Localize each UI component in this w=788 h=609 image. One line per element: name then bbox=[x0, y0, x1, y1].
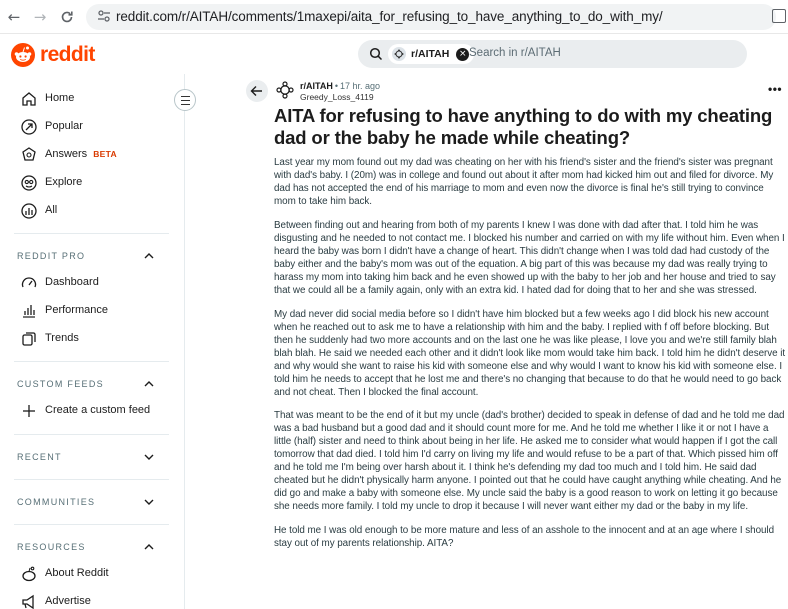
sidebar-item-label: Home bbox=[45, 92, 75, 104]
url-path: /r/AITAH/comments/1maxepi/aita_for_refusing_to_have_anything_to_do_with_my/ bbox=[178, 9, 663, 24]
post-timestamp: 17 hr. ago bbox=[340, 81, 381, 91]
sidebar-item-explore[interactable] bbox=[0, 169, 185, 197]
post-paragraph: That was meant to be the end of it but my uncle (dad's brother) decided to speak in defense of dad and he told me dad was a bad husband but a good dad and it should count more for me. And he told me whether I like it or not I have a little (half) sister and need to think about being in her life. He asked me to consider what would happen if I got the call tomorrow that dad died. I told him I'd carry on living my life and would refuse to be a part of that. Which pissed him off and he told me I'm being over harsh about it. I think he's defending my dad too much and I told him. He said dad cheated but he didn't physically harm anyone. I pointed out that he could have caught anything while cheating. And he did go and make a baby with someone else. My uncle said the baby is a good reason to work on letting it go because she needs more family. I told my uncle to drop it because I will never want either my dad or the baby in my life. bbox=[274, 410, 785, 513]
plus-icon bbox=[20, 402, 38, 420]
sidebar-item-home[interactable] bbox=[0, 85, 185, 113]
sidebar-item-label: Trends bbox=[45, 332, 79, 344]
home-icon bbox=[20, 90, 38, 108]
reddit-logo[interactable] bbox=[11, 43, 95, 67]
sidebar-item-label: Create a custom feed bbox=[45, 404, 151, 416]
sidebar-item-popular[interactable] bbox=[0, 113, 185, 141]
post-body bbox=[274, 156, 786, 561]
advertise-icon bbox=[20, 593, 38, 609]
explore-icon bbox=[20, 174, 38, 192]
sidebar-item-performance[interactable] bbox=[0, 297, 185, 325]
sidebar-divider bbox=[14, 524, 169, 525]
subreddit-avatar-icon bbox=[392, 47, 406, 61]
beta-badge: BETA bbox=[93, 149, 117, 159]
section-heading-resources[interactable]: RESOURCES bbox=[17, 542, 86, 552]
author-link[interactable]: Greedy_Loss_4119 bbox=[300, 92, 374, 102]
sidebar-item-dashboard[interactable] bbox=[0, 269, 185, 297]
chevron-down-icon[interactable] bbox=[143, 498, 155, 506]
sidebar-item-about-reddit[interactable] bbox=[0, 560, 185, 588]
all-icon bbox=[20, 202, 38, 220]
arrow-left-icon bbox=[246, 80, 268, 102]
sidebar-item-all[interactable] bbox=[0, 197, 185, 225]
meta-separator: • bbox=[334, 81, 338, 91]
answers-icon bbox=[20, 146, 38, 164]
left-sidebar bbox=[0, 74, 185, 609]
performance-icon bbox=[20, 302, 38, 320]
trends-icon bbox=[20, 330, 38, 348]
sidebar-item-answers[interactable] bbox=[0, 141, 185, 169]
chip-label: r/AITAH bbox=[411, 48, 450, 60]
subreddit-link[interactable]: r/AITAH bbox=[300, 81, 333, 91]
subreddit-avatar-icon[interactable] bbox=[276, 81, 294, 99]
sidebar-divider bbox=[14, 233, 169, 234]
url-host: reddit.com bbox=[116, 9, 179, 24]
answers-label: Answers bbox=[45, 148, 88, 160]
sidebar-item-label bbox=[45, 148, 117, 160]
snoo-icon bbox=[11, 43, 35, 67]
browser-toolbar bbox=[0, 0, 788, 34]
sidebar-divider bbox=[14, 479, 169, 480]
sidebar-item-label: Explore bbox=[45, 176, 83, 188]
about-reddit-icon bbox=[20, 565, 38, 583]
search-icon bbox=[369, 47, 383, 61]
chevron-up-icon[interactable] bbox=[143, 252, 155, 260]
back-button[interactable] bbox=[246, 80, 268, 102]
reddit-wordmark: reddit bbox=[40, 43, 95, 66]
section-heading-recent[interactable]: RECENT bbox=[17, 452, 62, 462]
sidebar-divider bbox=[14, 434, 169, 435]
sidebar-item-create-custom-feed[interactable] bbox=[0, 397, 185, 425]
site-settings-icon[interactable] bbox=[96, 8, 112, 24]
collapse-sidebar-button[interactable] bbox=[174, 89, 196, 111]
address-bar[interactable] bbox=[86, 4, 776, 30]
dashboard-icon bbox=[20, 274, 38, 292]
post-paragraph: He told me I was old enough to be more mature and less of an asshole to the innocent and at an age where I should stay out of my parents relationship. AITA? bbox=[274, 525, 774, 550]
post-paragraph: Last year my mom found out my dad was cheating on her with his friend's sister and the friend's sister was pregnant with dad's baby. I (20m) was in college and found out about it after mom had kicked him out and filed for divorce. My dad has not accepted the end of his marriage to mom and even now the divorce is final he's still trying to convince mom to take him back. bbox=[274, 157, 774, 207]
more-options-button[interactable]: ••• bbox=[768, 82, 783, 96]
post-meta bbox=[300, 81, 380, 91]
post-paragraph: My dad never did social media before so I didn't have him blocked but a few weeks ago I did block his new account when he reached out to ask me to have a relationship with him and the baby. I replied with f off before blocking. But then he suddenly had two more accounts and on the last one he was like please, I love you and we're still family blah blah blah. He said we needed each other and it didn't look like mom would take him back. I told him he didn't deserve it and why would she want to raise his kid with someone else and why would I want to know his kid with someone else. I told him he needs to accept that he lost me and there's no changing that because to do that he would need to go back and not cheat. Then I blocked the final account. bbox=[274, 308, 786, 398]
popular-icon bbox=[20, 118, 38, 136]
sidebar-item-label: About Reddit bbox=[45, 567, 109, 579]
sidebar-item-trends[interactable] bbox=[0, 325, 185, 353]
search-bar[interactable] bbox=[358, 40, 747, 68]
sidebar-item-label: Dashboard bbox=[45, 276, 99, 288]
arrow-right-icon[interactable]: → bbox=[33, 8, 47, 26]
sidebar-item-label: Performance bbox=[45, 304, 108, 316]
url-text bbox=[116, 9, 663, 24]
post-title: AITA for refusing to have anything to do with my cheating dad or the baby he made while cheating? bbox=[274, 105, 773, 148]
reddit-header bbox=[0, 34, 788, 74]
section-heading-custom-feeds[interactable]: CUSTOM FEEDS bbox=[17, 379, 104, 389]
sidebar-divider bbox=[14, 361, 169, 362]
sidebar-item-label: All bbox=[45, 204, 58, 216]
close-icon[interactable]: × bbox=[456, 48, 469, 61]
search-input[interactable]: Search in r/AITAH bbox=[469, 47, 561, 59]
reload-icon[interactable] bbox=[58, 8, 76, 26]
section-heading-reddit-pro[interactable]: REDDIT PRO bbox=[17, 251, 86, 261]
chevron-down-icon[interactable] bbox=[143, 453, 155, 461]
screen-icon[interactable] bbox=[772, 9, 786, 23]
arrow-left-icon[interactable]: ← bbox=[7, 8, 21, 26]
sidebar-item-advertise[interactable] bbox=[0, 588, 185, 609]
chevron-up-icon[interactable] bbox=[143, 380, 155, 388]
sidebar-item-label: Popular bbox=[45, 120, 83, 132]
subreddit-search-chip[interactable] bbox=[388, 44, 474, 64]
sidebar-item-label: Advertise bbox=[45, 595, 91, 607]
post-paragraph: Between finding out and hearing from both of my parents I knew I was done with dad after that. I told him he was disgusting and he needed to not contact me. I blocked his number and carried on with my life without him. Even when I heard the baby was born I didn't have a change of heart. This didn't change when I was told dad had custody of the baby either and the baby's mom was out of the equation. A big part of this was because my dad was really trying to harass my mom into taking him back and he even showed up with the baby to her job and her house and tried to say that we could all be a family again, only with an extra kid. I hated dad for doing that to her and she was stressed. bbox=[274, 219, 785, 296]
chevron-up-icon[interactable] bbox=[143, 543, 155, 551]
section-heading-communities[interactable]: COMMUNITIES bbox=[17, 497, 96, 507]
